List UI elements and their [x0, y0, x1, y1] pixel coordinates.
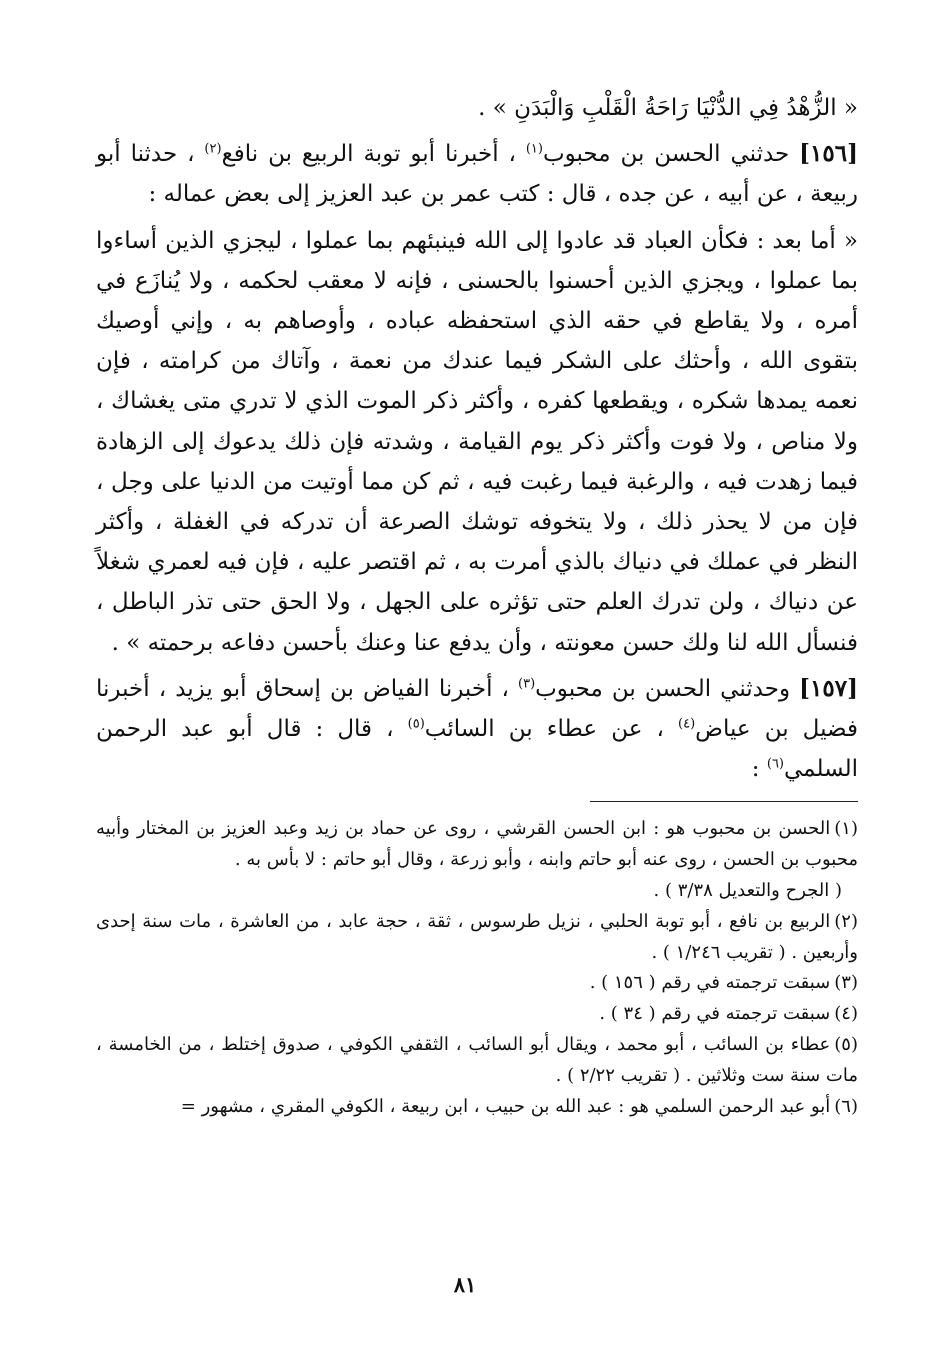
footnote-4	[96, 999, 858, 1030]
footnote-6	[96, 1092, 858, 1123]
entry-text: ، حدثنا أبو ربيعة ، عن أبيه ، عن جده ، قال : كتب عمر بن عبد العزيز إلى بعض عماله :	[96, 141, 858, 208]
hadith-quote: « الزُّهْدُ فِي الدُّنْيَا رَاحَةُ الْقَلْبِ وَالْبَدَنِ » .	[478, 95, 858, 121]
entry-text: ، أخبرنا الفياض بن إسحاق أبو يزيد ، أخبرنا فضيل بن عياض	[96, 675, 858, 743]
footnote-ref[interactable]: (٢)	[204, 141, 222, 157]
main-text	[96, 88, 858, 789]
entry-text: حدثني الحسن بن محبوب	[542, 141, 800, 168]
entry-number: [١٥٧]	[799, 674, 858, 702]
footnote-number: (٦)	[834, 1095, 858, 1117]
footnote-text: الحسن بن محبوب هو : ابن الحسن القرشي ، روى عن حماد بن زيد وعبد العزيز بن المختار وأبيه محبوب بن الحسن ، روى عنه أبو حاتم وابنه ، وأبو زرعة ، وقال أبو حاتم : لا بأس به .	[96, 818, 858, 871]
page-number: ٨١	[453, 1272, 477, 1297]
entry-157	[96, 669, 858, 790]
entry-156	[96, 134, 858, 214]
footnote-number: (١)	[834, 818, 858, 840]
entry-number: [١٥٦]	[799, 140, 858, 168]
footnote-ref[interactable]: (٥)	[407, 716, 425, 732]
footnote-1-continued: ( الجرح والتعديل ٣/٣٨ ) .	[653, 880, 842, 902]
footnote-5	[96, 1030, 858, 1092]
footnote-1	[96, 814, 858, 876]
footnote-2	[96, 907, 858, 969]
footnote-3	[96, 968, 858, 999]
footnote-ref[interactable]: (١)	[525, 141, 543, 157]
quote-line	[96, 88, 858, 128]
footnote-number: (٢)	[834, 910, 858, 932]
footnote-text: عطاء بن السائب ، أبو محمد ، ويقال أبو السائب ، الثقفي الكوفي ، صدوق إختلط ، من الخامسة ، مات سنة ست وثلاثين . ( تقريب ٢/٢٢ ) .	[96, 1034, 858, 1086]
footnote-number: (٤)	[834, 1003, 858, 1025]
footnote-text: سبقت ترجمته في رقم ( ١٥٦ ) .	[589, 972, 831, 994]
entry-text: ، أخبرنا أبو توبة الربيع بن نافع	[221, 141, 526, 168]
footnote-ref[interactable]: (٦)	[766, 756, 784, 772]
footnote-ref[interactable]: (٤)	[678, 716, 696, 732]
footnote-text: سبقت ترجمته في رقم ( ٣٤ ) .	[599, 1003, 831, 1025]
footnote-text: الربيع بن نافع ، أبو توبة الحلبي ، نزيل طرسوس ، ثقة ، حجة عابد ، من العاشرة ، مات سنة إحدى وأربعين . ( تقريب ١/٢٤٦ ) .	[96, 910, 858, 963]
footnote-number: (٥)	[834, 1034, 858, 1056]
footnote-ref[interactable]: (٣)	[518, 676, 536, 692]
footnote-text: أبو عبد الرحمن السلمي هو : عبد الله بن حبيب ، ابن ربيعة ، الكوفي المقري ، مشهور =	[180, 1095, 831, 1117]
footnote-divider	[590, 801, 858, 802]
entry-text: وحدثني الحسن بن محبوب	[535, 675, 800, 702]
entry-text: ، قال : قال أبو عبد الرحمن السلمي	[96, 716, 858, 783]
entry-text: :	[751, 756, 767, 783]
entry-text: ، عن عطاء بن السائب	[424, 716, 679, 743]
footnote-number: (٣)	[834, 972, 858, 994]
footnotes	[96, 814, 858, 1122]
letter-text: « أما بعد : فكأن العباد قد عادوا إلى الله فينبئهم بما عملوا ، ليجزي الذين أساءوا بما عملوا ، ويجزي الذين أحسنوا بالحسنى ، فإنه لا معقب لحكمه ، ولا يُنازَع في أمره ، ولا يقاطع في حقه الذي استحفظه عباده ، وأوصاهم به ، وإني أوصيك بتقوى الله ، وأحثك على الشكر فيما عندك من نعمة ، وآتاك من كرامته ، فإن نعمه يمدها شكره ، ويقطعها كفره ، وأكثر ذكر الموت الذي لا تدري متى يغشاك ، ولا مناص ، ولا فوت وأكثر ذكر يوم القيامة ، وشدته فإن ذلك يدعوك إلى الزهادة فيما زهدت فيه ، والرغبة فيما رغبت فيه ، ثم كن مما أوتيت من الدنيا على وجل ، فإن من لا يحذر ذلك ، ولا يتخوفه توشك الصرعة أن تدركه في الغفلة ، وأكثر النظر في عملك في دنياك بالذي أمرت به ، ثم اقتصر عليه ، فإن فيه لعمري شغلاً عن دنياك ، ولن تدرك العلم حتى تؤثره على الجهل ، ولا الحق حتى تذر الباطل ، فنسأل الله لنا ولك حسن معونته ، وأن يدفع عنا وعنك بأحسن دفاعه برحمته » .	[96, 227, 858, 656]
